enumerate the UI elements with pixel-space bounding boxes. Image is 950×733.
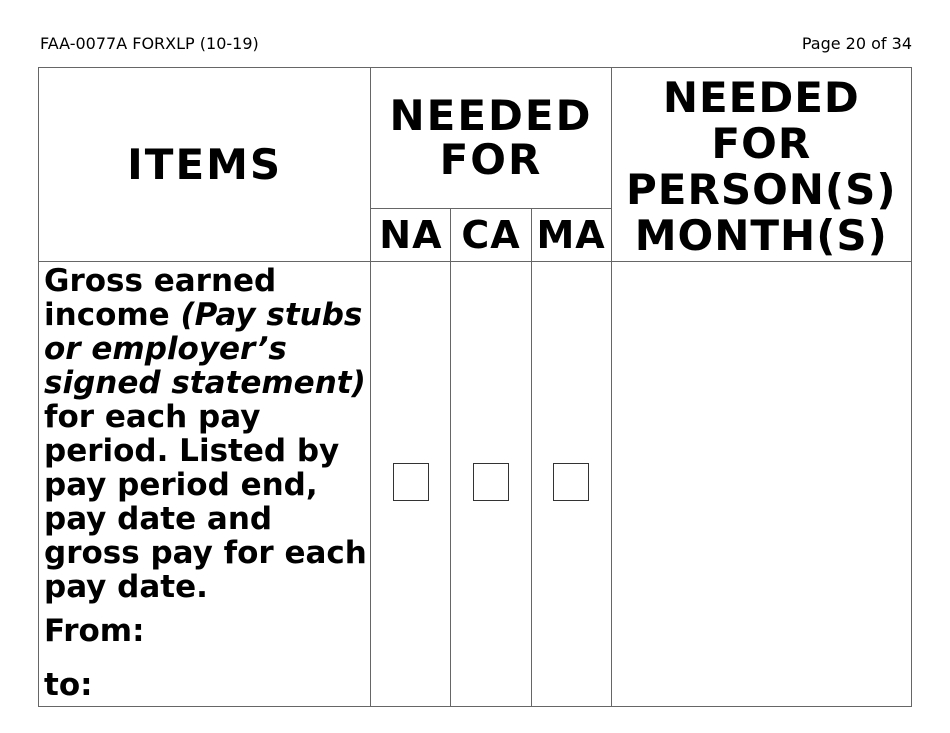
table-row [39, 262, 912, 707]
item-description [44, 264, 370, 604]
person-month-field[interactable] [611, 262, 911, 707]
ma-cell [531, 262, 611, 707]
column-header-person: NEEDED FOR PERSON(S) [626, 73, 897, 214]
page-number: Page 20 of 34 [801, 34, 912, 53]
subheader-ca: CA [451, 209, 531, 262]
item-description-cell [39, 262, 371, 707]
subheader-na: NA [371, 209, 451, 262]
column-header-month: MONTH(S) [634, 211, 888, 260]
ma-checkbox[interactable] [553, 463, 589, 501]
ca-checkbox[interactable] [473, 463, 509, 501]
na-checkbox[interactable] [393, 463, 429, 501]
column-header-needed-for-person-month [611, 68, 911, 262]
na-cell [371, 262, 451, 707]
item-text-italic: (Pay stubs or employer’s signed statement) [44, 297, 366, 401]
column-header-needed-for: NEEDED FOR [371, 68, 611, 209]
to-label: to: [44, 667, 93, 703]
subheader-ma: MA [531, 209, 611, 262]
from-label: From: [44, 613, 145, 649]
column-header-items: ITEMS [39, 68, 371, 262]
form-id: FAA-0077A FORXLP (10-19) [40, 34, 259, 53]
ca-cell [451, 262, 531, 707]
items-table [38, 67, 912, 707]
item-text-part-1: Gross earned income [44, 263, 277, 333]
item-text-part-2: for each pay period. Listed by pay period end, pay date and gross pay for each pay date. [44, 399, 367, 605]
